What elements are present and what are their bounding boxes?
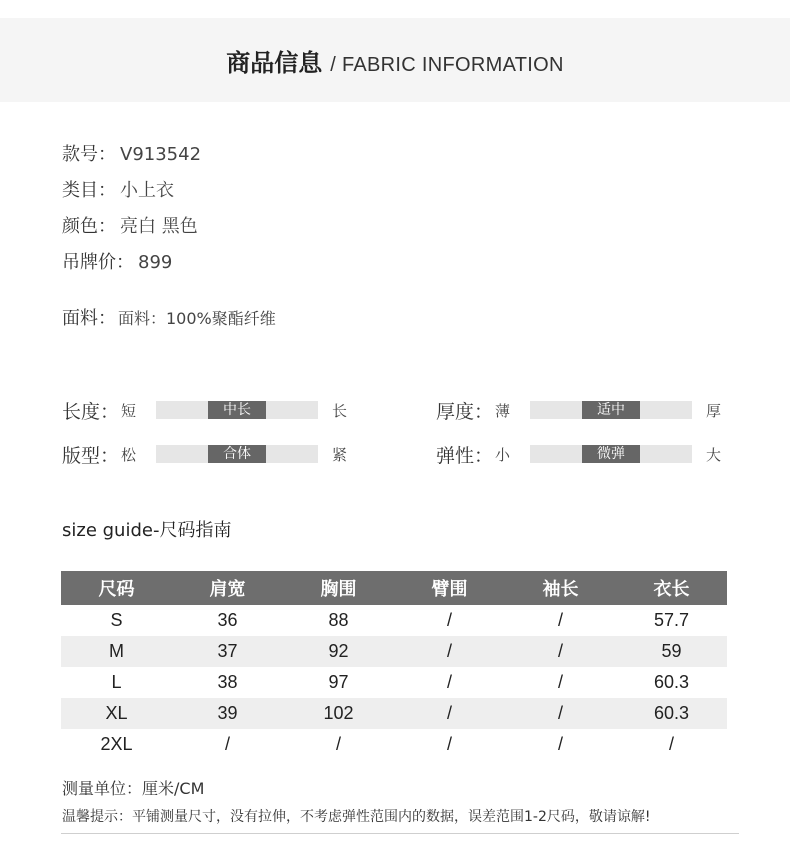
info-label: 颜色： — [62, 216, 116, 237]
table-cell: 60.3 — [616, 698, 727, 729]
scale-max-label: 紧 — [332, 446, 348, 464]
section-title — [226, 43, 563, 78]
table-cell: 59 — [616, 636, 727, 667]
scale-min-label: 短 — [121, 401, 137, 420]
scale-min-label: 薄 — [495, 401, 511, 420]
table-cell: XL — [61, 698, 172, 729]
scale-bar — [530, 401, 692, 419]
section-title-zh: 商品信息 — [226, 48, 323, 77]
column-header: 尺码 — [61, 571, 172, 605]
column-header: 肩宽 — [172, 571, 283, 605]
size-table-header — [61, 571, 727, 605]
scale-bar — [530, 445, 692, 463]
table-cell: 88 — [328, 610, 349, 630]
scale-label: 版型： — [62, 444, 120, 467]
column-header: 衣长 — [616, 571, 727, 605]
size-guide-title: size guide-尺码指南 — [62, 520, 232, 541]
table-cell: M — [61, 636, 172, 667]
table-cell: 92 — [283, 636, 394, 667]
table-cell: 57.7 — [653, 610, 690, 630]
scale-length — [62, 395, 348, 425]
table-cell: / — [505, 636, 616, 667]
scale-min-label: 小 — [495, 445, 511, 464]
scale-elasticity — [436, 439, 722, 469]
scale-selected: 中长 — [208, 401, 266, 419]
scale-fit — [62, 439, 348, 469]
measurement-unit-note: 测量单位：厘米/CM — [62, 779, 205, 798]
info-row-price — [62, 250, 201, 286]
table-row — [61, 636, 727, 667]
info-value: 亮白 黑色 — [120, 216, 198, 237]
scale-label: 弹性： — [436, 444, 494, 467]
table-cell: / — [557, 610, 563, 630]
fabric-label: 面料： — [62, 308, 116, 329]
info-label: 款号： — [62, 144, 116, 165]
table-cell: 2XL — [100, 734, 133, 754]
info-row-style-number — [62, 142, 201, 178]
table-cell: 39 — [172, 698, 283, 729]
scale-label: 厚度： — [436, 400, 494, 423]
info-value: 小上衣 — [120, 180, 174, 201]
scale-min-label: 松 — [121, 445, 137, 464]
scale-max-label: 长 — [332, 402, 348, 420]
scale-bar — [156, 401, 318, 419]
table-cell: 37 — [172, 636, 283, 667]
table-cell: 97 — [328, 672, 349, 692]
divider — [61, 833, 739, 834]
column-header: 臂围 — [394, 571, 505, 605]
table-cell: 102 — [283, 698, 394, 729]
table-cell: / — [224, 734, 230, 754]
table-cell: / — [505, 698, 616, 729]
column-header: 胸围 — [283, 571, 394, 605]
column-header: 袖长 — [505, 571, 616, 605]
info-row-color — [62, 214, 201, 250]
table-cell: / — [394, 698, 505, 729]
table-cell: / — [557, 672, 563, 692]
fabric-value: 面料：100%聚酯纤维 — [118, 309, 276, 328]
table-cell: / — [446, 610, 452, 630]
table-row — [61, 667, 727, 698]
table-row — [61, 698, 727, 729]
scale-selected: 合体 — [208, 445, 266, 463]
friendly-tip-note: 温馨提示：平铺测量尺寸，没有拉伸，不考虑弹性范围内的数据，误差范围1-2尺码，敬请谅解! — [62, 809, 651, 825]
table-cell: / — [335, 734, 341, 754]
table-row — [61, 729, 727, 760]
scale-selected: 微弹 — [582, 445, 640, 463]
table-cell: / — [557, 734, 563, 754]
info-row-fabric — [62, 306, 276, 332]
info-row-category — [62, 178, 201, 214]
table-cell: / — [394, 636, 505, 667]
scale-bar — [156, 445, 318, 463]
scale-max-label: 大 — [706, 446, 722, 464]
info-value: V913542 — [120, 144, 202, 165]
table-cell: / — [446, 672, 452, 692]
table-cell: / — [668, 734, 674, 754]
info-label: 吊牌价： — [62, 252, 134, 273]
scale-max-label: 厚 — [706, 402, 722, 420]
table-row — [61, 605, 727, 636]
size-table — [61, 571, 727, 760]
info-label: 类目： — [62, 180, 116, 201]
header-band — [0, 18, 790, 102]
table-cell: / — [446, 734, 452, 754]
table-cell: L — [111, 672, 122, 692]
table-cell: 38 — [217, 672, 238, 692]
scale-thickness — [436, 395, 722, 425]
scale-label: 长度： — [62, 400, 120, 423]
scale-selected: 适中 — [582, 401, 640, 419]
info-value: 899 — [138, 252, 173, 273]
table-cell: S — [110, 610, 123, 630]
table-cell: 36 — [217, 610, 238, 630]
product-info-list — [62, 142, 201, 286]
table-cell: 60.3 — [653, 672, 690, 692]
section-title-en: / FABRIC INFORMATION — [330, 53, 564, 76]
